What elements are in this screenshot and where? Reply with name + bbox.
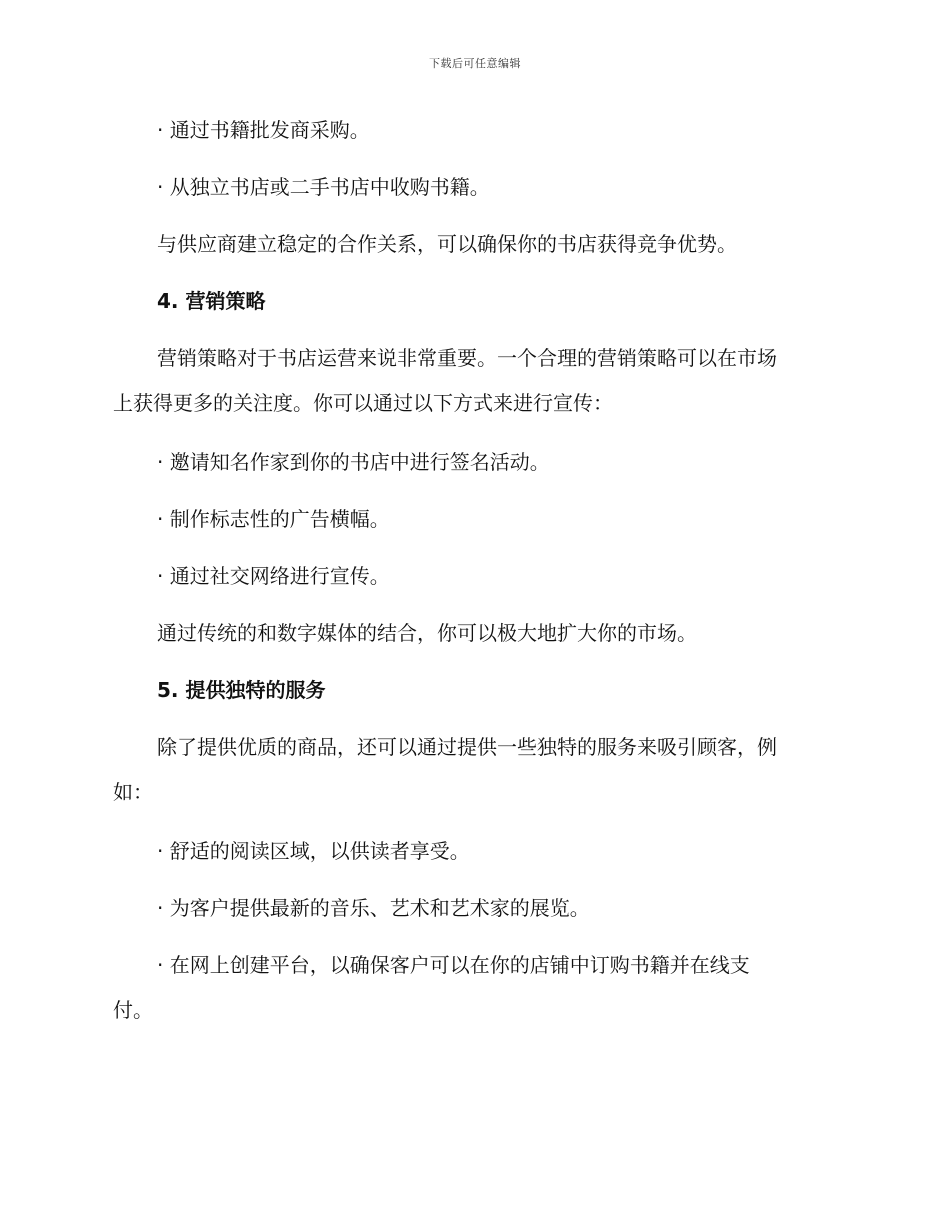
bullet-author-signing: · 邀请知名作家到你的书店中进行签名活动。 [157, 450, 550, 474]
bullet-independent-stores: · 从独立书店或二手书店中收购书籍。 [157, 175, 490, 199]
bullet-online-platform-line-1: · 在网上创建平台，以确保客户可以在你的店铺中订购书籍并在线支 [157, 953, 750, 977]
bullet-social-network: · 通过社交网络进行宣传。 [157, 564, 390, 588]
heading-unique-services: 5. 提供独特的服务 [157, 678, 326, 702]
header-note: 下载后可任意编辑 [429, 57, 521, 70]
media-combination-paragraph: 通过传统的和数字媒体的结合，你可以极大地扩大你的市场。 [157, 621, 697, 645]
bullet-wholesaler: · 通过书籍批发商采购。 [157, 118, 370, 142]
marketing-paragraph-line-1: 营销策略对于书店运营来说非常重要。一个合理的营销策略可以在市场 [157, 346, 777, 370]
heading-marketing-strategy: 4. 营销策略 [157, 289, 266, 313]
bullet-reading-area: · 舒适的阅读区域，以供读者享受。 [157, 839, 470, 863]
services-paragraph-line-2: 如： [113, 780, 153, 804]
marketing-paragraph-line-2: 上获得更多的关注度。你可以通过以下方式来进行宣传： [113, 391, 613, 415]
supplier-relation-paragraph: 与供应商建立稳定的合作关系，可以确保你的书店获得竞争优势。 [157, 232, 737, 256]
bullet-exhibition: · 为客户提供最新的音乐、艺术和艺术家的展览。 [157, 896, 590, 920]
services-paragraph-line-1: 除了提供优质的商品，还可以通过提供一些独特的服务来吸引顾客，例 [157, 735, 777, 759]
bullet-ad-banner: · 制作标志性的广告横幅。 [157, 507, 390, 531]
bullet-online-platform-line-2: 付。 [113, 998, 153, 1022]
